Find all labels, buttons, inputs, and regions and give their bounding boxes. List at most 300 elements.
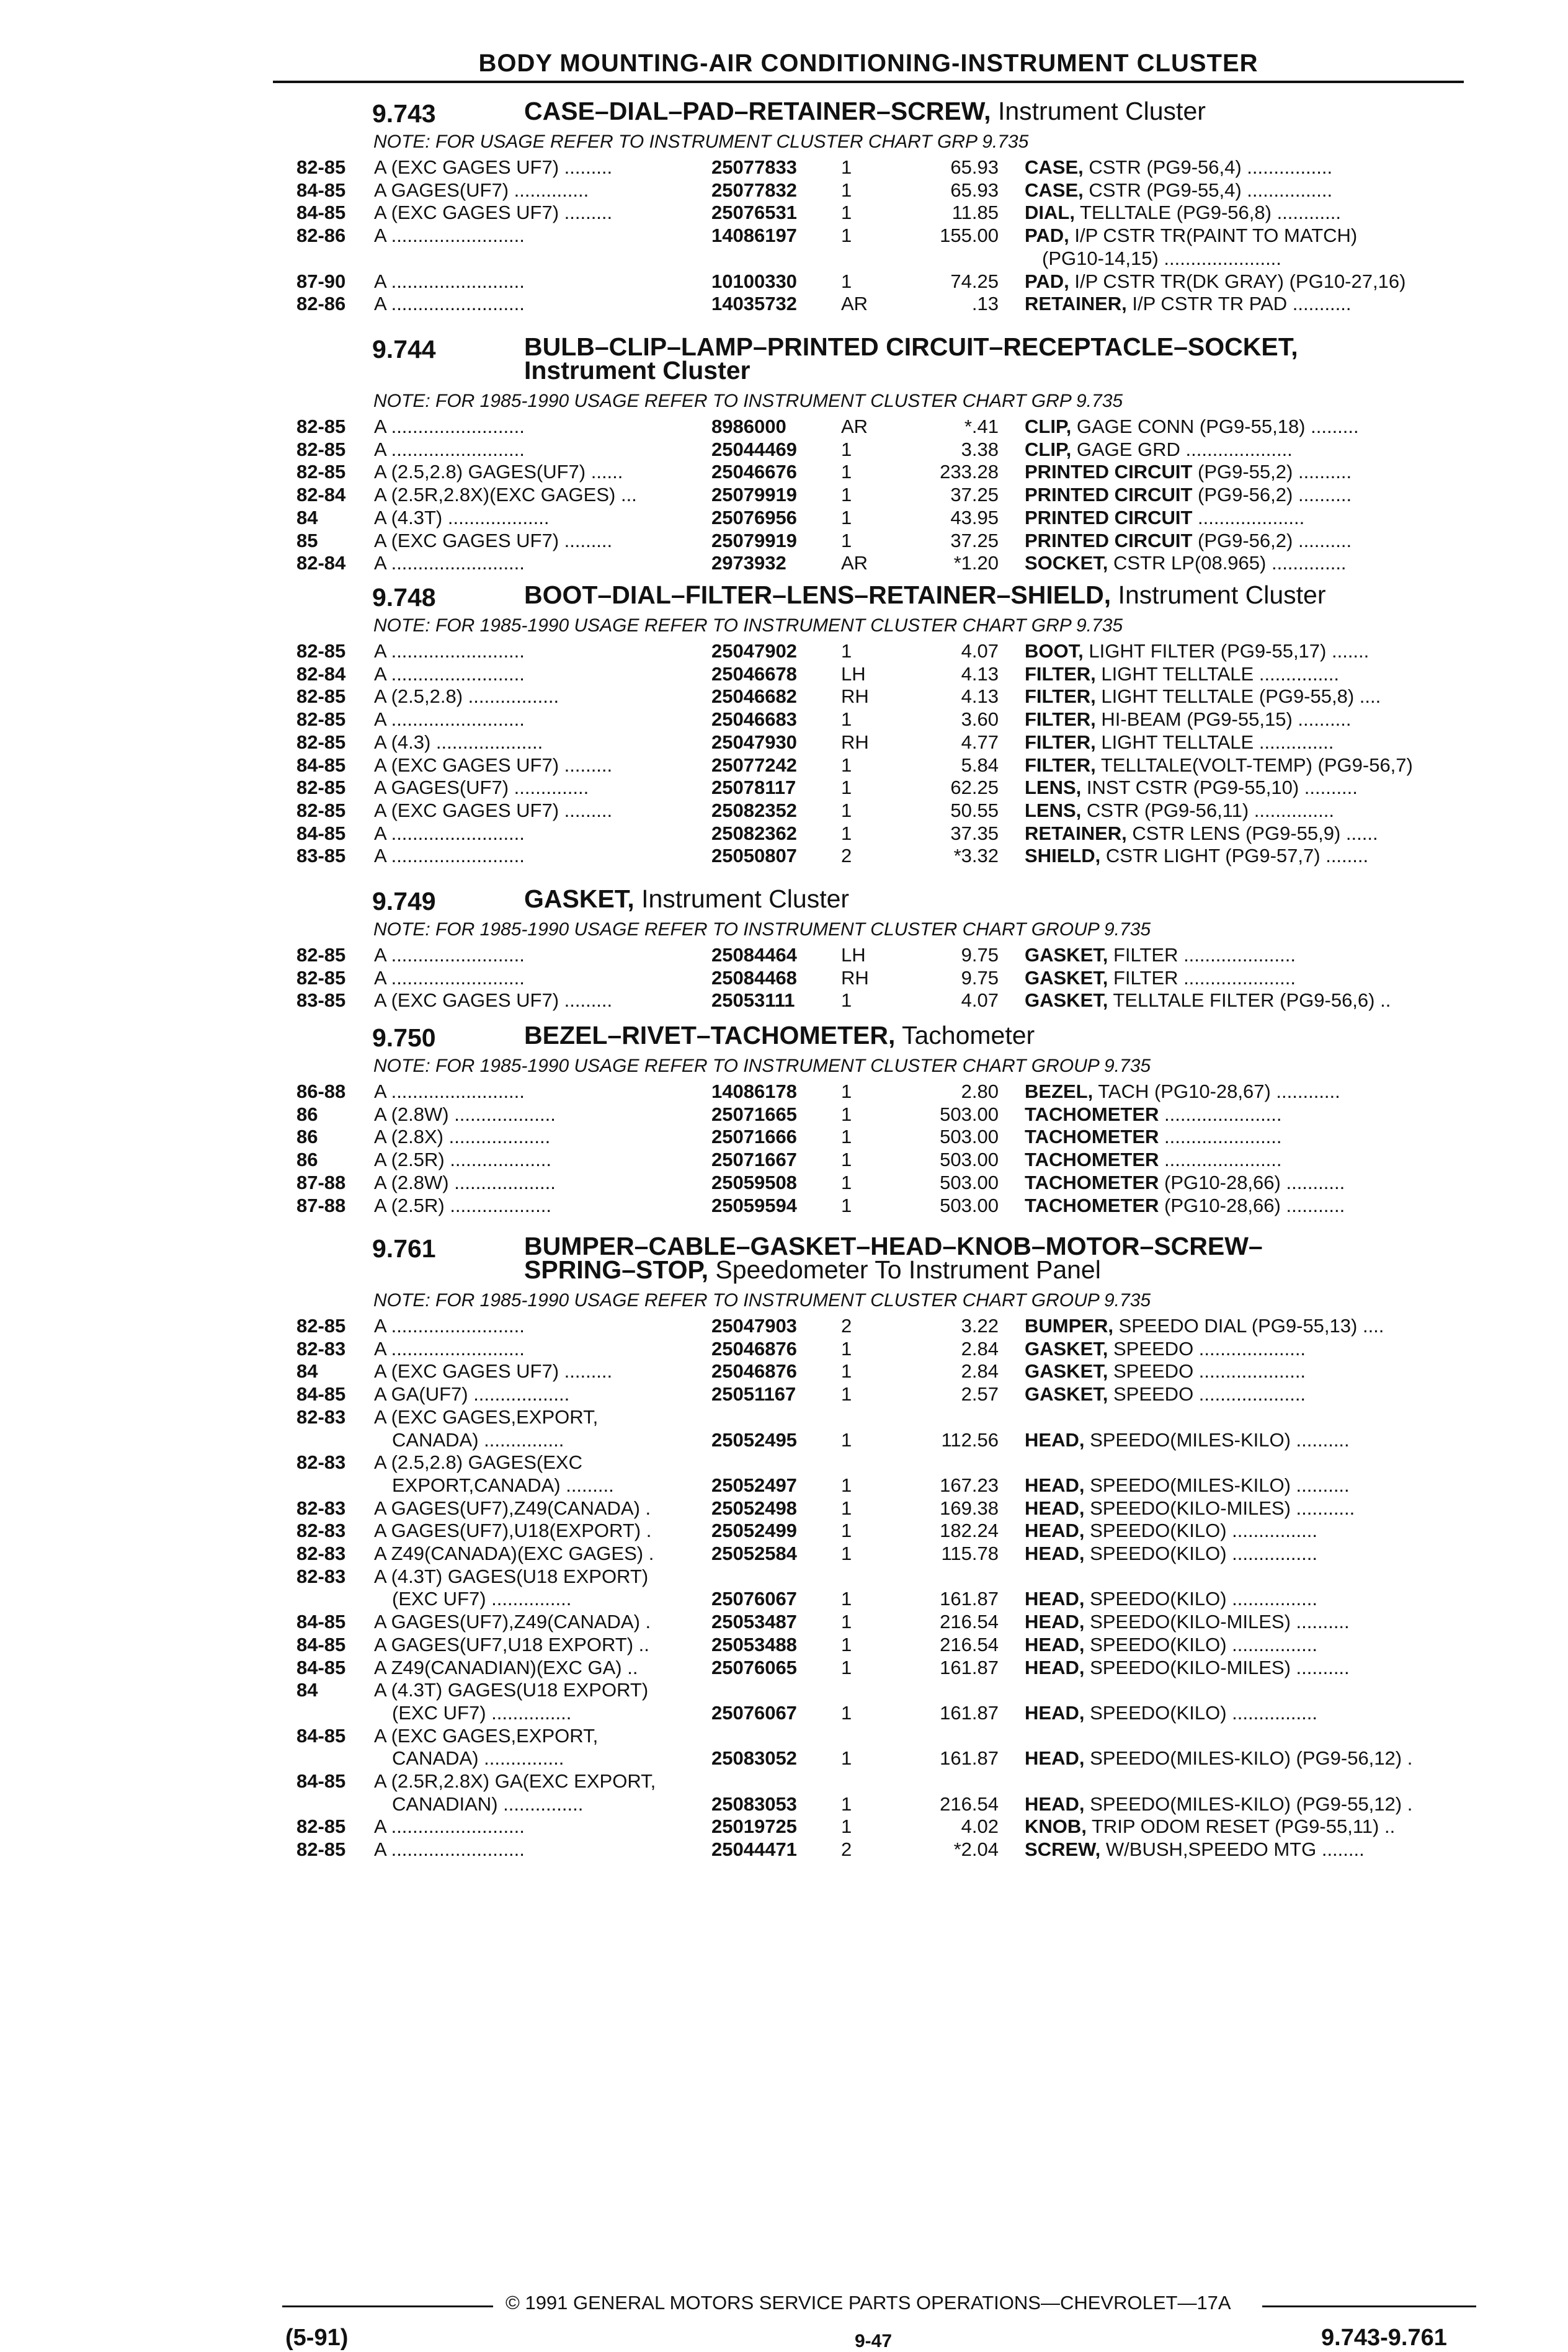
price: 4.77: [961, 731, 999, 753]
quantity: RH: [841, 966, 869, 989]
part-row: [0, 731, 1568, 754]
model-years: 86-88: [296, 1080, 346, 1102]
part-detail: SPEEDO(KILO) ................: [1084, 1520, 1317, 1542]
quantity: RH: [841, 731, 869, 753]
application-desc: A (4.3T) ...................: [374, 506, 550, 528]
part-row: [0, 156, 1568, 179]
part-row: [0, 944, 1568, 966]
application-desc: A (EXC GAGES UF7) .........: [374, 156, 613, 178]
price: 167.23: [940, 1474, 999, 1496]
part-row: [0, 1657, 1568, 1679]
application-desc: A (EXC GAGES UF7) .........: [374, 799, 613, 821]
part-detail: ......................: [1159, 1126, 1282, 1148]
quantity: 1: [841, 1815, 852, 1838]
part-description: [1025, 461, 1471, 483]
application-desc: A .........................: [374, 845, 525, 867]
part-name: BEZEL,: [1025, 1080, 1094, 1102]
section-note: NOTE: FOR USAGE REFER TO INSTRUMENT CLUSTER CHART GRP 9.735: [373, 131, 1029, 152]
section-note: NOTE: FOR 1985-1990 USAGE REFER TO INSTRUMENT CLUSTER CHART GROUP 9.735: [373, 919, 1151, 940]
part-description: [1025, 944, 1471, 966]
section-title-rest: Instrument Cluster: [1111, 581, 1326, 609]
part-description: [1025, 1793, 1471, 1815]
part-description: [1025, 777, 1471, 799]
part-row: [0, 1360, 1568, 1383]
model-years: 82-84: [296, 662, 346, 685]
part-description: [1025, 530, 1471, 552]
part-number: 25046682: [711, 685, 797, 708]
part-row: [0, 1543, 1568, 1565]
part-row: [0, 270, 1568, 293]
quantity: 1: [841, 1633, 852, 1655]
part-description: [1025, 1611, 1471, 1633]
part-number: 25084468: [711, 966, 797, 989]
part-number: 25052499: [711, 1520, 797, 1542]
part-detail: SPEEDO ....................: [1108, 1383, 1306, 1405]
part-detail: SPEEDO DIAL (PG9-55,13) ....: [1113, 1315, 1384, 1337]
quantity: 1: [841, 1080, 852, 1102]
part-name: PRINTED CIRCUIT: [1025, 506, 1193, 528]
part-number: 25052495: [711, 1428, 797, 1451]
quantity: 1: [841, 156, 852, 178]
part-detail: LIGHT TELLTALE ...............: [1095, 662, 1340, 685]
price: 11.85: [951, 202, 999, 224]
part-row: [0, 640, 1568, 662]
part-detail: I/P CSTR TR(PAINT TO MATCH): [1069, 225, 1358, 247]
part-name: BOOT,: [1025, 640, 1084, 662]
part-number: 25078117: [711, 777, 796, 799]
footer-date: (5-91): [285, 2325, 349, 2351]
application-desc: A .........................: [374, 944, 525, 966]
application-desc: A .........................: [374, 1315, 525, 1337]
price: 2.84: [961, 1337, 999, 1360]
application-desc: A (EXC GAGES,EXPORT,: [374, 1405, 599, 1428]
quantity: 1: [841, 822, 852, 844]
part-number: 25077832: [711, 179, 797, 201]
application-desc: A (4.3T) GAGES(U18 EXPORT): [374, 1679, 649, 1701]
section-title-main: GASKET,: [524, 884, 635, 913]
part-detail: SPEEDO(MILES-KILO) ..........: [1084, 1428, 1350, 1451]
part-detail: CSTR LENS (PG9-55,9) ......: [1126, 822, 1378, 844]
part-row: [0, 1793, 1568, 1815]
quantity: 1: [841, 777, 852, 799]
model-years: 82-85: [296, 1838, 346, 1861]
part-detail: I/P CSTR TR PAD ...........: [1126, 293, 1352, 315]
model-years: 87-88: [296, 1171, 346, 1193]
model-years: 82-83: [296, 1543, 346, 1564]
part-name: HEAD,: [1025, 1633, 1085, 1655]
part-number: 25059594: [711, 1194, 797, 1216]
part-row: [0, 1406, 1568, 1428]
part-number: 25053111: [711, 989, 795, 1012]
model-years: 87-88: [296, 1194, 346, 1216]
section-title-main: BULB–CLIP–LAMP–PRINTED CIRCUIT–RECEPTACLE–SOCKET,: [524, 332, 1298, 361]
application-desc: A (EXC GAGES UF7) .........: [374, 754, 613, 776]
section-title-line2: Speedometer To Instrument Panel: [708, 1255, 1101, 1284]
quantity: 1: [841, 1360, 852, 1383]
quantity: 1: [841, 179, 852, 201]
part-name: SHIELD,: [1025, 845, 1101, 867]
part-number: 25071667: [711, 1149, 797, 1171]
part-name: HEAD,: [1025, 1611, 1085, 1633]
part-row: [0, 1520, 1568, 1542]
model-years: 84: [296, 506, 318, 528]
application-desc: A .........................: [374, 1815, 525, 1838]
part-description: [1025, 439, 1471, 461]
part-detail: (PG10-28,66) ...........: [1159, 1171, 1345, 1193]
part-detail: TACH (PG10-28,67) ............: [1093, 1080, 1340, 1102]
part-row: [0, 1080, 1568, 1103]
part-number: 25076065: [711, 1656, 797, 1678]
application-desc: A GAGES(UF7,U18 EXPORT) ..: [374, 1633, 649, 1655]
model-years: 83-85: [296, 845, 346, 867]
part-row: [0, 685, 1568, 708]
price: 503.00: [940, 1171, 999, 1193]
part-row: [0, 439, 1568, 461]
quantity: 1: [841, 1383, 852, 1405]
part-name: DIAL,: [1025, 202, 1075, 224]
application-desc: A (2.5R,2.8X)(EXC GAGES) ...: [374, 484, 637, 506]
section-number: 9.748: [372, 583, 436, 612]
quantity: 1: [841, 754, 852, 776]
part-description: [1025, 1543, 1471, 1565]
model-years: 84-85: [296, 1724, 346, 1747]
quantity: 1: [841, 1747, 852, 1770]
price: 4.02: [961, 1815, 999, 1838]
part-description: [1025, 1747, 1471, 1770]
application-desc: A (EXC GAGES UF7) .........: [374, 1360, 613, 1383]
part-number: 25052497: [711, 1474, 797, 1496]
part-name: HEAD,: [1025, 1656, 1085, 1678]
part-name: GASKET,: [1025, 966, 1108, 989]
part-description: [1025, 1838, 1471, 1861]
model-years: 82-85: [296, 777, 346, 799]
part-detail: GAGE GRD ....................: [1071, 438, 1293, 460]
model-years: 82-85: [296, 731, 346, 753]
part-name: GASKET,: [1025, 1337, 1108, 1360]
part-row: [0, 202, 1568, 224]
section-title-main: BOOT–DIAL–FILTER–LENS–RETAINER–SHIELD,: [524, 581, 1111, 609]
part-detail: CSTR (PG9-55,4) ................: [1083, 179, 1333, 201]
quantity: 2: [841, 1315, 852, 1337]
part-row: [0, 1451, 1568, 1474]
price: 216.54: [940, 1793, 999, 1815]
part-name: LENS,: [1025, 799, 1082, 821]
part-description: [1025, 1383, 1471, 1405]
price: 9.75: [961, 944, 999, 966]
quantity: 1: [841, 1701, 852, 1724]
application-desc: A .........................: [374, 438, 525, 460]
part-number: 25053487: [711, 1611, 797, 1633]
model-years: 82-85: [296, 1315, 346, 1337]
part-detail: SPEEDO(KILO-MILES) ..........: [1084, 1656, 1350, 1678]
part-detail: W/BUSH,SPEEDO MTG ........: [1100, 1838, 1365, 1861]
part-detail: (PG9-55,2) ..........: [1192, 461, 1352, 483]
application-desc: A .........................: [374, 822, 525, 844]
model-years: 84: [296, 1360, 318, 1383]
footer-copyright: © 1991 GENERAL MOTORS SERVICE PARTS OPERATIONS—CHEVROLET—17A: [506, 2292, 1231, 2314]
part-number: 25082352: [711, 799, 797, 821]
section-title-main: CASE–DIAL–PAD–RETAINER–SCREW,: [524, 97, 991, 125]
part-description: [1025, 822, 1471, 845]
part-name: HEAD,: [1025, 1747, 1085, 1770]
part-description: [1025, 1149, 1471, 1171]
price: 3.22: [961, 1315, 999, 1337]
price: 37.25: [950, 484, 999, 506]
application-desc: A .........................: [374, 1337, 525, 1360]
application-desc: A (4.3) ....................: [374, 731, 543, 753]
application-desc: A GAGES(UF7) ..............: [374, 777, 589, 799]
price: 233.28: [940, 461, 999, 483]
part-name: FILTER,: [1025, 708, 1096, 731]
section-title: [524, 332, 1298, 385]
price: 182.24: [940, 1520, 999, 1542]
part-number: 25046876: [711, 1337, 797, 1360]
model-years: 82-85: [296, 685, 346, 708]
part-name: HEAD,: [1025, 1701, 1085, 1724]
model-years: 82-85: [296, 966, 346, 989]
part-row: [0, 484, 1568, 506]
part-row: [0, 1747, 1568, 1770]
price: 3.38: [961, 438, 999, 460]
price: 9.75: [961, 966, 999, 989]
application-desc: A .........................: [374, 552, 525, 574]
model-years: 84-85: [296, 1770, 346, 1792]
model-years: 82-83: [296, 1565, 346, 1587]
price: 65.93: [950, 179, 999, 201]
part-number: 8986000: [711, 416, 786, 437]
part-detail: LIGHT TELLTALE (PG9-55,8) ....: [1095, 685, 1381, 708]
price: 3.60: [961, 708, 999, 731]
price: 503.00: [940, 1149, 999, 1171]
application-desc: A GAGES(UF7),Z49(CANADA) .: [374, 1497, 651, 1519]
model-years: 82-85: [296, 708, 346, 731]
quantity: 1: [841, 1337, 852, 1360]
price: 50.55: [950, 799, 999, 821]
part-detail: FILTER .....................: [1108, 966, 1296, 989]
part-number: 25083052: [711, 1747, 797, 1770]
model-years: 82-85: [296, 944, 346, 966]
part-name: PAD,: [1025, 270, 1069, 292]
price: 62.25: [950, 777, 999, 799]
application-desc: A .........................: [374, 662, 525, 685]
part-detail: SPEEDO(MILES-KILO) (PG9-55,12) .: [1084, 1793, 1413, 1815]
application-desc: EXPORT,CANADA) .........: [392, 1474, 614, 1496]
quantity: 1: [841, 529, 852, 551]
part-detail: I/P CSTR TR(DK GRAY) (PG10-27,16): [1069, 270, 1406, 292]
application-desc: A .........................: [374, 708, 525, 731]
part-row: [0, 1338, 1568, 1360]
part-name: CLIP,: [1025, 416, 1072, 437]
part-description: [1025, 1080, 1471, 1103]
section-number: 9.743: [372, 99, 436, 128]
part-row: [0, 1725, 1568, 1747]
part-name: RETAINER,: [1025, 293, 1127, 315]
part-detail: GAGE CONN (PG9-55,18) .........: [1071, 416, 1359, 437]
part-number: 25071665: [711, 1103, 797, 1125]
price: 74.25: [950, 270, 999, 292]
model-years: 82-84: [296, 552, 346, 574]
part-row: [0, 1474, 1568, 1497]
part-number: 25046676: [711, 461, 797, 483]
part-description: [1025, 202, 1471, 224]
quantity: 1: [841, 1126, 852, 1148]
part-description: [1025, 293, 1471, 315]
model-years: 85: [296, 529, 318, 551]
application-desc: A GA(UF7) ..................: [374, 1383, 570, 1405]
part-name: HEAD,: [1025, 1428, 1085, 1451]
part-name: KNOB,: [1025, 1815, 1087, 1838]
quantity: 1: [841, 438, 852, 460]
part-row: [0, 1634, 1568, 1656]
part-detail: LIGHT TELLTALE ..............: [1095, 731, 1334, 753]
part-row: [0, 822, 1568, 845]
price: 169.38: [940, 1497, 999, 1519]
part-detail: SPEEDO(MILES-KILO) (PG9-56,12) .: [1084, 1747, 1413, 1770]
part-name: PRINTED CIRCUIT: [1025, 461, 1193, 483]
part-row: [0, 1815, 1568, 1838]
application-desc: CANADA) ...............: [392, 1428, 564, 1451]
part-name: FILTER,: [1025, 754, 1096, 776]
model-years: 82-84: [296, 484, 346, 506]
quantity: 1: [841, 1474, 852, 1496]
part-detail: TRIP ODOM RESET (PG9-55,11) ..: [1086, 1815, 1396, 1838]
part-description: [1025, 731, 1471, 754]
part-number: 2973932: [711, 552, 786, 574]
quantity: 1: [841, 1588, 852, 1610]
application-desc: A (2.5,2.8) .................: [374, 685, 559, 708]
price: *.41: [964, 416, 999, 437]
part-row: [0, 1315, 1568, 1337]
part-name: GASKET,: [1025, 1360, 1108, 1383]
quantity: 1: [841, 1171, 852, 1193]
part-row: [0, 989, 1568, 1012]
part-number: 25051167: [711, 1383, 796, 1405]
part-detail: SPEEDO(KILO) ................: [1084, 1633, 1317, 1655]
model-years: 84-85: [296, 822, 346, 844]
part-description: [1025, 989, 1471, 1012]
section-number: 9.750: [372, 1023, 436, 1052]
price: 155.00: [940, 225, 999, 247]
quantity: 1: [841, 799, 852, 821]
part-name: RETAINER,: [1025, 822, 1127, 844]
price: 4.13: [961, 662, 999, 685]
part-number: 14086178: [711, 1080, 797, 1102]
part-detail: CSTR (PG9-56,11) ...............: [1081, 799, 1334, 821]
part-detail: (PG9-56,2) ..........: [1192, 484, 1352, 506]
part-description: [1025, 1634, 1471, 1656]
price: 4.13: [961, 685, 999, 708]
part-detail: CSTR (PG9-56,4) ................: [1083, 156, 1333, 178]
part-name: SOCKET,: [1025, 552, 1108, 574]
model-years: 82-85: [296, 438, 346, 460]
price: 503.00: [940, 1126, 999, 1148]
part-description: [1025, 708, 1471, 731]
part-row: [0, 1702, 1568, 1724]
quantity: AR: [841, 552, 868, 574]
part-detail: SPEEDO(MILES-KILO) ..........: [1084, 1474, 1350, 1496]
part-name: FILTER,: [1025, 662, 1096, 685]
quantity: RH: [841, 685, 869, 708]
application-desc: A .........................: [374, 293, 525, 315]
price: 37.35: [950, 822, 999, 844]
application-desc: (EXC UF7) ...............: [392, 1701, 572, 1724]
part-number: 25083053: [711, 1793, 797, 1815]
part-number: 14086197: [711, 225, 797, 247]
part-description: [1025, 1474, 1471, 1497]
part-description: [1025, 1338, 1471, 1360]
part-description: [1025, 685, 1471, 708]
price: 5.84: [961, 754, 999, 776]
quantity: 1: [841, 640, 852, 662]
part-name: GASKET,: [1025, 989, 1108, 1012]
section-title-rest: Tachometer: [895, 1021, 1035, 1049]
application-desc: A (2.5,2.8) GAGES(EXC: [374, 1451, 582, 1474]
part-name: PAD,: [1025, 225, 1069, 247]
part-detail: (PG10-28,66) ...........: [1159, 1194, 1345, 1216]
application-desc: A .........................: [374, 270, 525, 292]
application-desc: A (EXC GAGES UF7) .........: [374, 202, 613, 224]
part-detail: TELLTALE(VOLT-TEMP) (PG9-56,7): [1095, 754, 1413, 776]
part-detail: SPEEDO(KILO) ................: [1084, 1701, 1317, 1724]
part-detail: SPEEDO ....................: [1108, 1360, 1306, 1383]
part-description: [1025, 640, 1471, 662]
application-desc: A (2.5,2.8) GAGES(UF7) ......: [374, 461, 623, 483]
model-years: 86: [296, 1103, 318, 1125]
model-years: 82-83: [296, 1520, 346, 1542]
part-row: [0, 179, 1568, 202]
quantity: 1: [841, 1497, 852, 1519]
quantity: 1: [841, 1793, 852, 1815]
footer-page-number: 9-47: [855, 2331, 893, 2351]
part-row: [0, 967, 1568, 989]
section-number: 9.761: [372, 1234, 436, 1263]
part-number: 25044471: [711, 1838, 797, 1861]
part-row: [0, 1679, 1568, 1701]
application-desc: CANADA) ...............: [392, 1747, 564, 1770]
part-name: HEAD,: [1025, 1793, 1085, 1815]
quantity: 1: [841, 1543, 852, 1564]
price: 4.07: [961, 640, 999, 662]
model-years: 82-85: [296, 799, 346, 821]
part-detail: SPEEDO(KILO-MILES) ..........: [1084, 1611, 1350, 1633]
part-row: [0, 800, 1568, 822]
part-name: PRINTED CIRCUIT: [1025, 529, 1193, 551]
part-number: 25076067: [711, 1701, 797, 1724]
part-description: [1025, 800, 1471, 822]
part-description: [1025, 156, 1471, 179]
application-desc: A (2.8W) ...................: [374, 1103, 556, 1125]
part-name: GASKET,: [1025, 944, 1108, 966]
part-name: GASKET,: [1025, 1383, 1108, 1405]
quantity: 1: [841, 1194, 852, 1216]
section-title-main: BEZEL–RIVET–TACHOMETER,: [524, 1021, 896, 1049]
part-name: HEAD,: [1025, 1520, 1085, 1542]
price: 161.87: [940, 1588, 999, 1610]
section-title: [524, 884, 850, 913]
part-name: HEAD,: [1025, 1497, 1085, 1519]
model-years: 84-85: [296, 754, 346, 776]
part-description: [1025, 1520, 1471, 1542]
section-note: NOTE: FOR 1985-1990 USAGE REFER TO INSTRUMENT CLUSTER CHART GRP 9.735: [373, 391, 1123, 411]
price: 216.54: [940, 1611, 999, 1633]
part-description: [1025, 754, 1471, 777]
price: 115.78: [941, 1543, 999, 1564]
model-years: 82-85: [296, 156, 346, 178]
part-name: HEAD,: [1025, 1474, 1085, 1496]
quantity: 2: [841, 845, 852, 867]
price: 2.84: [961, 1360, 999, 1383]
part-number: 25076067: [711, 1588, 797, 1610]
